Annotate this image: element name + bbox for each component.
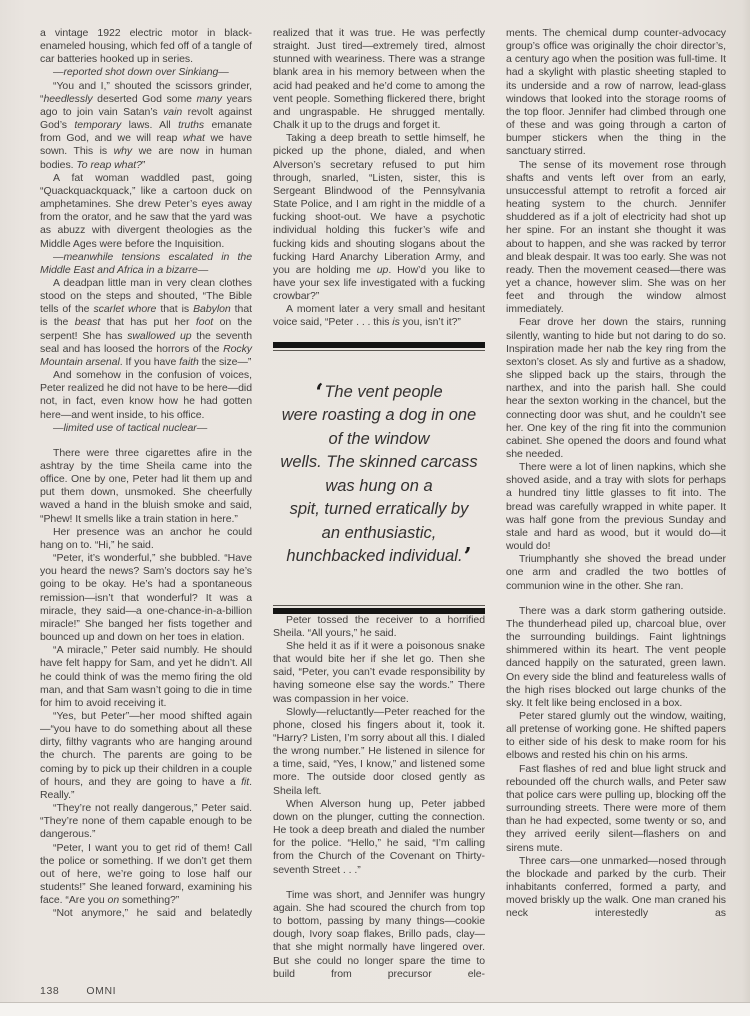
magazine-name: OMNI — [86, 985, 117, 997]
column-left — [40, 27, 252, 980]
pull-quote-line: ‘The vent people — [315, 378, 443, 406]
column-middle-bottom — [273, 614, 485, 980]
column-right — [506, 27, 726, 980]
rule-thin-line — [273, 605, 485, 606]
pull-quote-line: hunchbacked individual.’ — [286, 543, 472, 571]
body-paragraph: a vintage 1922 electric motor in black-enameled housing, which fed off of a tangle of car batteries hooked up in series. — [40, 27, 252, 66]
body-paragraph: Fear drove her down the stairs, running silently, wanting to hide but not daring to do so. Inspiration made her nab the key ring from the sexton’s closet. As sly and furtive as a shadow, she slipped back up the stairs, through the narthex, and into the parish hall. She could hear the sexton working in the chancel, but the connecting door was shut, and he couldn’t see her. One key of the ring fit into the communion cabinet. She opened the doors and found what she needed. — [506, 316, 726, 460]
pull-quote-line: was hung on a — [325, 476, 433, 495]
page-number: 138 — [40, 985, 60, 997]
body-paragraph: There were a lot of linen napkins, which she shoved aside, and a tray with slots for perhaps a hundred tiny little glasses to fit into. The bread was carefully wrapped in white paper. It was half gone from the previous Sunday and stale and hard as wood, but it would do—it would do! — [506, 461, 726, 553]
body-paragraph: Peter tossed the receiver to a horrified Sheila. “All yours,” he said. — [273, 613, 485, 639]
open-quote-icon: ‘ — [315, 378, 324, 406]
close-quote-icon: ’ — [463, 543, 472, 571]
pull-quote-line: spit, turned erratically by — [289, 500, 469, 519]
body-paragraph: Fast flashes of red and blue light struck and rebounded off the church walls, and Peter saw that police cars were pulling up, blocking off the surrounding streets. There were more of them than he had expected, some twenty or so, and they arrived eerily silent—flashers on and sirens mute. — [506, 762, 726, 854]
body-paragraph: A deadpan little man in very clean clothes stood on the steps and shouted, “The Bible tells of the scarlet whore that is Babylon that is the beast that has put her foot on the serpent! She has swallowed up the seventh seal and has loosed the horrors of the Rocky Mountain arsenal. If you have faith the size—” — [40, 276, 253, 368]
body-paragraph: Time was short, and Jennifer was hungry again. She had scoured the church from top to bottom, passing by many things—cookie dough, Ivory soap flakes, Brillo pads, clay—that she might normally have lingered over. But she could no longer spare the time to build from precursor ele- — [273, 888, 485, 980]
body-paragraph: She held it as if it were a poisonous snake that would bite her if she let go. Then she said, “Peter, you can’t evade responsibility by having someone else say the words.” There was compassion in her voice. — [273, 639, 485, 705]
column-middle-top — [273, 27, 485, 330]
body-paragraph: “They’re not really dangerous,” Peter said. “They’re none of them capable enough to be dangerous.” — [40, 802, 252, 841]
pull-quote-line: wells. The skinned carcass — [280, 453, 478, 472]
pull-quote-line: were roasting a dog in one — [281, 406, 477, 425]
body-paragraph: Triumphantly she shoved the bread under one arm and cradled the two bottles of communion wine in the other. She ran. — [506, 553, 726, 592]
scan-edge-strip — [0, 1002, 750, 1016]
rule-thick-bar — [273, 342, 485, 348]
news-interlude-line: —reported shot down over Sinkiang— — [53, 66, 229, 79]
body-paragraph: “Not anymore,” he said and belatedly — [53, 907, 252, 920]
body-paragraph: Her presence was an anchor he could hang on to. “Hi,” he said. — [40, 525, 252, 551]
body-paragraph: realized that it was true. He was perfectly straight. Just tired—extremely tired, almost stunned with weariness. There was a strange blank area in his memory between when the acid had peaked and he’d come to among the vent people. Something flickered there, bright and ungraspable. He shrugged mentally. Chalk it up to the drugs and forget it. — [273, 27, 485, 132]
page-footer — [40, 985, 116, 997]
pull-quote — [273, 351, 485, 593]
body-paragraph: “Peter, it’s wonderful,” she bubbled. “Have you heard the news? Sam’s doctors say he’s going to be okay. He’s had a spontaneous remission—isn’t that wonderful? It was a miracle, they said—a one-chance-in-a-billion miracle!” She banged her fists together and bounced up and down on her toes in elation. — [40, 552, 252, 644]
pull-quote-line: of the window — [328, 429, 430, 448]
body-paragraph: Taking a deep breath to settle himself, he picked up the phone, dialed, and when Alverson’s secretary refused to put him through, snarled, “Listen, sister, this is Sergeant Blindwood of the Pennsylvania State Police, and I am right in the middle of a fucking shoot-out. We have a psychotic individual holding this fucker’s wife and fucking kids and shouting slogans about the fucking Hard Anarchy Liberation Army, and you are holding me up. How’d you like to have your sex life investigated with a fucking crowbar?” — [273, 132, 485, 303]
body-paragraph: “Peter, I want you to get rid of them! Call the police or something. If we don’t get them out of here, we’re going to lose half our students!” She leaned forward, examining his face. “Are you on something?” — [40, 841, 252, 907]
body-paragraph: A fat woman waddled past, going “Quackquackquack,” like a cartoon duck on amphetamines. She drew Peter’s eyes away from the orator, and he saw that the yard was as abuzz with divergent theologies as the Middle Ages were before the Inquisition. — [40, 171, 252, 250]
body-paragraph: And somehow in the confusion of voices, Peter realized he did not have to be here—did not, in fact, even know how he had gotten here—and went inside, to his office. — [40, 369, 252, 421]
body-paragraph: Slowly—reluctantly—Peter reached for the phone, closed his fingers about it, took it. “Harry? Listen, I’m sorry about all this. I dialed the wrong number.” He listened in silence for a time, said, “Yes, I know,” and listened some more. The outside door closed gently as Sheila left. — [273, 705, 485, 797]
body-paragraph: A moment later a very small and hesitant voice said, “Peter . . . this is you, isn’t it?” — [273, 303, 485, 329]
pull-quote-line: an enthusiastic, — [321, 523, 437, 542]
body-paragraph: Three cars—one unmarked—nosed through the blockade and parked by the curb. Their inhabitants conferred, formed a party, and moved briskly up the walk. One man craned his neck interestedly as — [506, 854, 726, 920]
column-middle — [273, 27, 485, 980]
pullquote-top-rule — [273, 342, 485, 351]
body-paragraph: “You and I,” shouted the scissors grinder, “heedlessly deserted God some many years ago to join vain Satan’s vain revolt against God’s temporary laws. All truths emanate from God, and we will reap what we have sown. This is why we are now in human bodies. To reap what?” — [40, 79, 252, 171]
body-paragraph: ments. The chemical dump counter-advocacy group’s office was originally the choir director’s, a century ago when the position was full-time. It had a skylight with plastic sheeting stapled to its underside and a row of narrow, lead-glass windows that looked into the storage rooms of the top floor. Jennifer had climbed through one of these and was going through a carton of bumper stickers when the thing in the sanctuary stirred. — [506, 27, 726, 158]
pullquote-bottom-rule — [273, 605, 485, 614]
body-paragraph: There was a dark storm gathering outside. The thunderhead piled up, charcoal blue, over the surrounding buildings. Faint lightnings shimmered within its heart. The vent people danced happily on the saturated, green lawn. On every side the blind and featureless walls of the high rises blocked out large chunks of the sky. It felt like being enclosed in a box. — [506, 604, 726, 709]
news-interlude-line: —limited use of tactical nuclear— — [53, 421, 208, 434]
body-paragraph: When Alverson hung up, Peter jabbed down on the plunger, cutting the connection. He took a deep breath and dialed the number for the police. “Hello,” he said, “I’m calling from the Church of the Covenant on Thirty-seventh Street . . .” — [273, 797, 485, 876]
body-paragraph: There were three cigarettes afire in the ashtray by the time Sheila came into the office. One by one, Peter had lit them up and put them down, unsmoked. She cheerfully waved a hand in the bluish smoke and said, “Phew! It smells like a train station in here.” — [40, 446, 252, 525]
body-paragraph: Peter stared glumly out the window, waiting, all pretense of working gone. He shifted papers to either side of his desk to make room for his elbows and rested his chin on his arms. — [506, 709, 726, 762]
body-paragraph: “Yes, but Peter”—her mood shifted again—“you have to do something about all these dirty, filthy vagrants who are hanging around the church. The parents are going to be coming by to pick up their children in a couple of hours, and they are going to have a fit. Really.” — [40, 709, 252, 801]
news-interlude-line: —meanwhile tensions escalated in the Middle East and Africa in a bizarre— — [40, 250, 252, 276]
body-paragraph: The sense of its movement rose through shafts and vents left over from an early, unsuccessful attempt to retrofit a forced air heating system to the church. Jennifer shuddered as if a jolt of electricity had shot up her spine. For an instant she thought it was about to happen, and she was racked by terror and bleak despair. It was too early. She was not ready. Then the movement ceased—there was yet a chance, however slim. She was on her feet and through the window almost immediately. — [506, 158, 726, 316]
body-paragraph: “A miracle,” Peter said numbly. He should have felt happy for Sam, and yet he didn’t. All he could think of was the memo firing the old man, and that Sam wasn’t going to die in time for him to avoid receiving it. — [40, 644, 252, 709]
